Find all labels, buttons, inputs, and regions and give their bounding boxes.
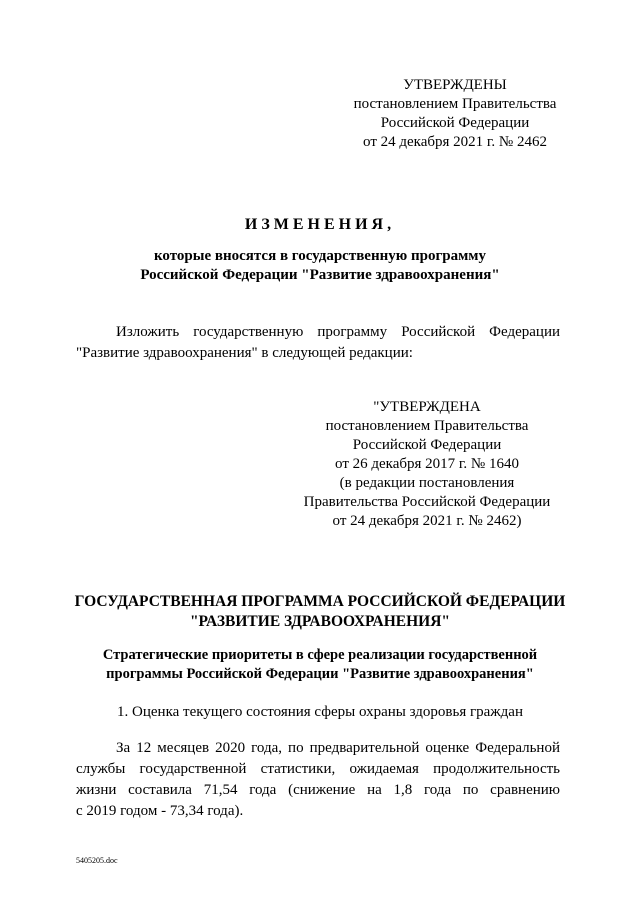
- approval-second-heading: "УТВЕРЖДЕНА: [373, 399, 481, 415]
- approval-block-second: [296, 398, 558, 531]
- document-file-code: 5405205.doc: [76, 856, 118, 865]
- changes-subtitle: [0, 247, 640, 285]
- approval-second-line: постановлением Правительства: [325, 418, 529, 434]
- approval-top-date: от 24 декабря 2021 г. № 2462: [363, 134, 547, 150]
- program-title-line: "РАЗВИТИЕ ЗДРАВООХРАНЕНИЯ": [189, 613, 451, 630]
- priorities-title-line: программы Российской Федерации "Развитие здравоохранения": [106, 666, 534, 682]
- changes-title: ИЗМЕНЕНИЯ,: [244, 216, 396, 233]
- changes-subtitle-line: которые вносятся в государственную программу: [153, 248, 487, 264]
- paragraph-line: с 2019 годом - 73,34 года).: [76, 803, 244, 819]
- changes-subtitle-line: Российской Федерации "Развитие здравоохранения": [140, 267, 500, 283]
- approval-second-line: (в редакции постановления: [339, 475, 515, 491]
- approval-top-line: постановлением Правительства: [353, 96, 557, 112]
- program-title: [0, 592, 640, 632]
- approval-second-line: от 24 декабря 2021 г. № 2462): [332, 513, 522, 529]
- approval-second-line: от 26 декабря 2017 г. № 1640: [335, 456, 519, 472]
- paragraph-line: жизни составила 71,54 года (снижение на 1,8 года по сравнению: [76, 782, 560, 798]
- approval-second-line: Правительства Российской Федерации: [303, 494, 551, 510]
- program-title-line: ГОСУДАРСТВЕННАЯ ПРОГРАММА РОССИЙСКОЙ ФЕДЕРАЦИИ: [74, 593, 566, 610]
- approval-block-top: [340, 76, 570, 152]
- approval-top-line: Российской Федерации: [380, 115, 530, 131]
- instruction-paragraph: [76, 322, 560, 364]
- section-1-paragraph: [76, 738, 560, 822]
- paragraph-line: службы государственной статистики, ожидаемая продолжительность: [76, 761, 560, 777]
- approval-second-line: Российской Федерации: [352, 437, 502, 453]
- section-1-heading: 1. Оценка текущего состояния сферы охраны здоровья граждан: [117, 704, 523, 720]
- instruction-line: "Развитие здравоохранения" в следующей редакции:: [76, 345, 413, 361]
- instruction-line: Изложить государственную программу Российской Федерации: [116, 324, 560, 340]
- approval-top-heading: УТВЕРЖДЕНЫ: [403, 77, 507, 93]
- priorities-title: [0, 646, 640, 684]
- priorities-title-line: Стратегические приоритеты в сфере реализации государственной: [102, 647, 538, 663]
- paragraph-line: За 12 месяцев 2020 года, по предварительной оценке Федеральной: [116, 740, 560, 756]
